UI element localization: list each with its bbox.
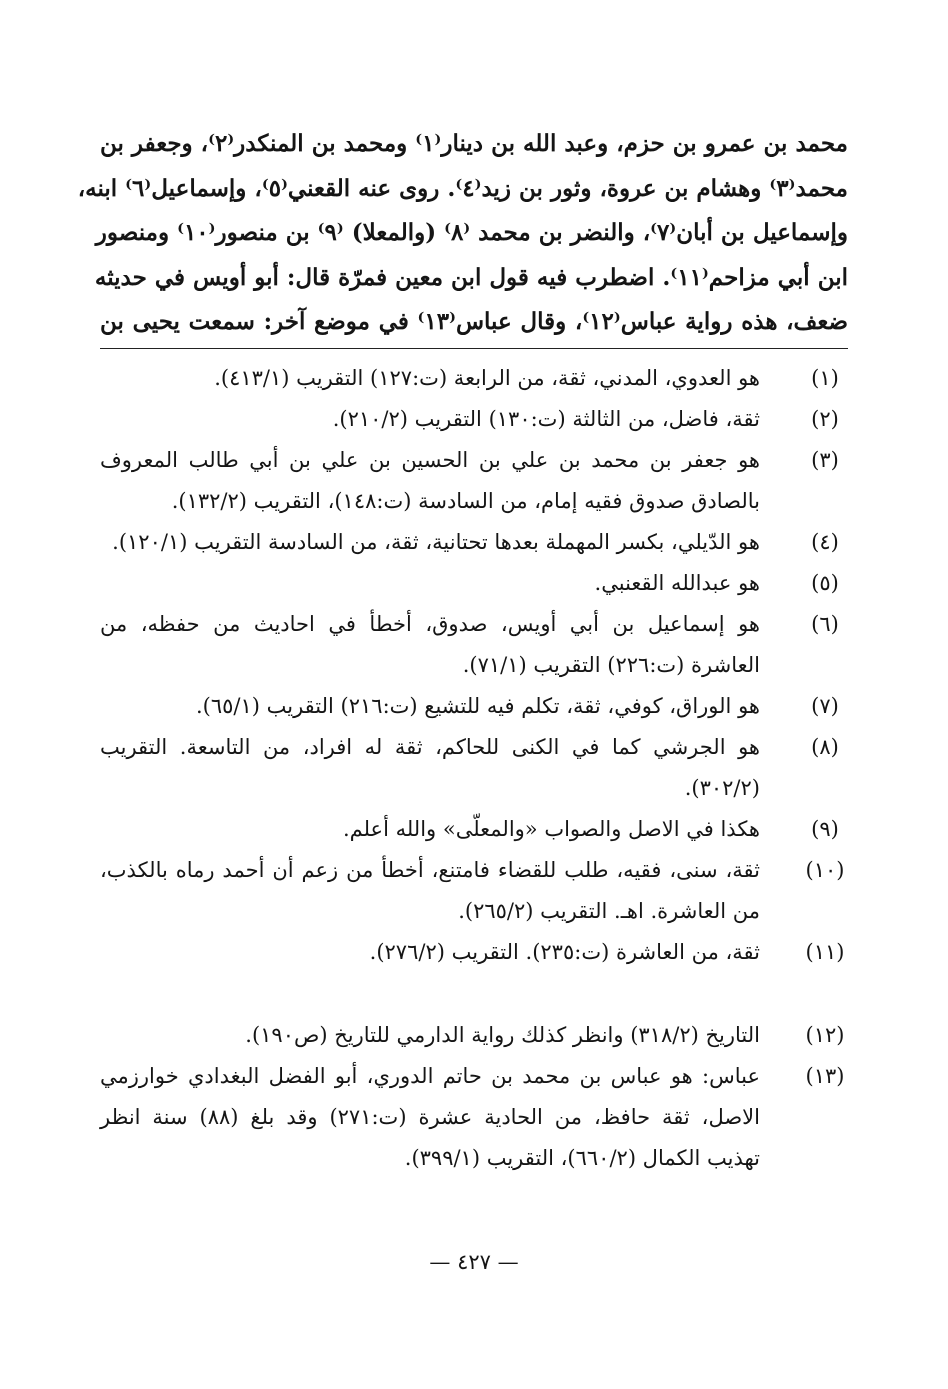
- footnote: [100, 604, 850, 686]
- footnote-number: (١٢): [805, 1023, 845, 1047]
- footnote-text: هو الوراق، كوفي، ثقة، تكلم فيه للتشيع (ت:٢١٦) التقريب (٦٥/١).: [195, 694, 760, 718]
- footnote-number: (٤): [811, 530, 839, 554]
- main-text-line: محمد بن عمرو بن حزم، وعبد الله بن دينار⁽١⁾ ومحمد بن المنكدر⁽٢⁾، وجعفر بن: [100, 130, 848, 157]
- footnote-number: (١): [811, 366, 839, 390]
- footnote: [100, 440, 850, 522]
- footnote-text: التاريخ (٣١٨/٢) وانظر كذلك رواية الدارمي للتاريخ (ص١٩٠).: [245, 1023, 760, 1047]
- footnote-text: هو إسماعيل بن أبي أويس، صدوق، أخطأ في احاديث من حفظه، من العاشرة (ت:٢٢٦) التقريب (٧١/١).: [100, 612, 760, 677]
- footnote-text: ثقة، من العاشرة (ت:٢٣٥). التقريب (٢٧٦/٢).: [369, 940, 760, 964]
- footnote: [100, 522, 850, 563]
- page-number: — ٤٢٧ —: [429, 1250, 519, 1274]
- footnote-text: هو جعفر بن محمد بن علي بن الحسين بن علي بن أبي طالب المعروف بالصادق صدوق فقيه إمام، من السادسة (ت:١٤٨)، التقريب (١٣٢/٢).: [100, 448, 760, 513]
- main-text-line: ضعف، هذه رواية عباس⁽١٢⁾، وقال عباس⁽١٣⁾ في موضع آخر: سمعت يحيى بن: [100, 308, 848, 335]
- footnote: [100, 727, 850, 809]
- footnote: [100, 932, 850, 973]
- footnote-number: (١٠): [805, 858, 845, 882]
- footnote-text: ثقة، فاضل، من الثالثة (ت:١٣٠) التقريب (٢١٠/٢).: [332, 407, 760, 431]
- footnote-text: هو عبدالله القعنبي.: [594, 571, 760, 595]
- footnote-text: هو الدّيلي، بكسر المهملة بعدها تحتانية، ثقة، من السادسة التقريب (١٢٠/١).: [112, 530, 760, 554]
- footnote-number: (٥): [811, 571, 839, 595]
- footnotes: [100, 358, 850, 1179]
- footnote-number: (٣): [811, 448, 839, 472]
- footnote-number: (١٣): [805, 1064, 845, 1088]
- main-text-line: محمد⁽٣⁾ وهشام بن عروة، وثور بن زيد⁽٤⁾. روى عنه القعني⁽٥⁾، وإسماعيل⁽٦⁾ ابنه،: [77, 174, 848, 202]
- footnote-number: (٩): [811, 817, 839, 841]
- footnote-text: عباس: هو عباس بن محمد بن حاتم الدوري، أبو الفضل البغدادي خوارزمي الاصل، ثقة حافظ، من الحادية عشرة (ت:٢٧١) وقد بلغ (٨٨) سنة انظر تهذيب الكمال (٦٦٠/٢)، التقريب (٣٩٩/١).: [100, 1064, 760, 1170]
- footnote-text: هو الجرشي كما في الكنى للحاكم، ثقة له افراد، من التاسعة. التقريب (٣٠٢/٢).: [100, 735, 760, 800]
- footnote: [100, 399, 850, 440]
- main-text-line: ابن أبي مزاحم⁽١١⁾. اضطرب فيه قول ابن معين فمرّة قال: أبو أويس في حديثه: [94, 263, 848, 291]
- footnote-text: ثقة، سنى، فقيه، طلب للقضاء فامتنع، أخطأ من زعم أن أحمد رماه بالكذب، من العاشرة. اهـ. التقريب (٢٦٥/٢).: [100, 858, 760, 923]
- footnote: [100, 563, 850, 604]
- footnote: [100, 1015, 850, 1056]
- footnote-text: هو العدوي، المدني، ثقة، من الرابعة (ت:١٢٧) التقريب (٤١٣/١).: [214, 366, 760, 390]
- footnote: [100, 1056, 850, 1179]
- footnote-number: (٢): [811, 407, 839, 431]
- footnote-number: (٦): [811, 612, 839, 636]
- main-text-line: وإسماعيل بن أبان⁽٧⁾، والنضر بن محمد ⁽٨⁾ (والمعلا) ⁽٩⁾ بن منصور⁽١٠⁾ ومنصور: [95, 219, 848, 246]
- main-text: [77, 122, 848, 345]
- footnote-text: هكذا في الاصل والصواب «والمعلّى» والله أعلم.: [342, 817, 760, 841]
- footnote: [100, 850, 850, 932]
- footnote-number: (٧): [811, 694, 839, 718]
- footnote: [100, 358, 850, 399]
- footnote: [100, 686, 850, 727]
- footnote-separator: [100, 348, 848, 349]
- footnote: [100, 809, 850, 850]
- footnote-number: (١١): [805, 940, 845, 964]
- footnote-number: (٨): [811, 735, 839, 759]
